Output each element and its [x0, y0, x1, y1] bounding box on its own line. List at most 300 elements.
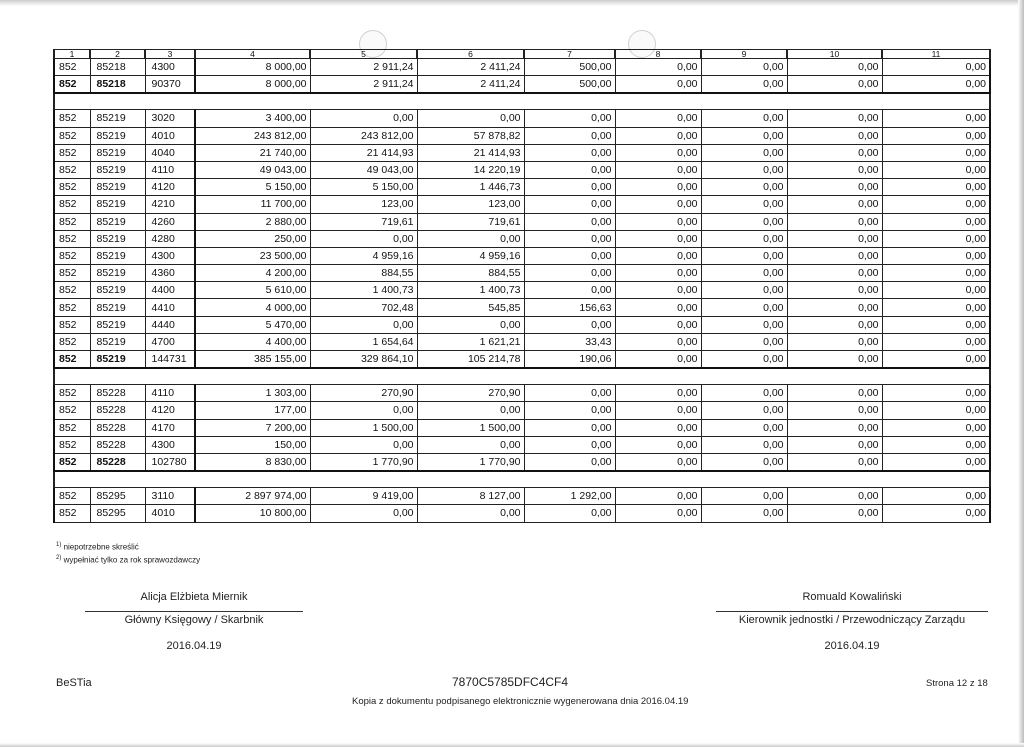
- cell-paragraf: 144731: [145, 351, 195, 369]
- cell-rozdzial: 85219: [90, 299, 145, 316]
- cell-value-col-11: 0,00: [882, 230, 990, 247]
- cell-value-col-9: 0,00: [701, 488, 787, 505]
- cell-value-col-6: 4 959,16: [417, 247, 524, 264]
- cell-value-col-6: 2 411,24: [417, 59, 524, 76]
- table-row: [54, 316, 990, 333]
- document-code: 7870C5785DFC4CF4: [452, 675, 569, 689]
- cell-value-col-4: 49 043,00: [195, 161, 310, 178]
- cell-value-col-8: 0,00: [615, 179, 701, 196]
- cell-rozdzial: 85219: [90, 110, 145, 127]
- cell-value-col-5: 884,55: [310, 265, 417, 282]
- cell-paragraf: 102780: [145, 453, 195, 471]
- cell-value-col-6: 719,61: [417, 213, 524, 230]
- cell-value-col-5: 49 043,00: [310, 161, 417, 178]
- cell-value-col-5: 1 400,73: [310, 282, 417, 299]
- gap-cell: [882, 368, 990, 385]
- cell-value-col-8: 0,00: [615, 419, 701, 436]
- column-number: 6: [417, 50, 524, 59]
- cell-paragraf: 4300: [145, 59, 195, 76]
- table-row: [54, 385, 990, 402]
- cell-rozdzial: 85219: [90, 196, 145, 213]
- gap-cell: [701, 93, 787, 110]
- cell-value-col-9: 0,00: [701, 144, 787, 161]
- cell-dzial: 852: [54, 76, 90, 94]
- cell-paragraf: 4110: [145, 161, 195, 178]
- signature-date-right: 2016.04.19: [824, 640, 880, 652]
- gap-cell: [524, 471, 615, 488]
- cell-value-col-8: 0,00: [615, 282, 701, 299]
- cell-paragraf: 4300: [145, 436, 195, 453]
- table-row: [54, 59, 990, 76]
- cell-value-col-4: 150,00: [195, 436, 310, 453]
- column-number: 4: [195, 50, 310, 59]
- cell-paragraf: 4300: [145, 247, 195, 264]
- table-row: [54, 436, 990, 453]
- cell-value-col-6: 1 500,00: [417, 419, 524, 436]
- cell-value-col-5: 1 654,64: [310, 333, 417, 350]
- cell-value-col-4: 4 000,00: [195, 299, 310, 316]
- cell-value-col-7: 0,00: [524, 265, 615, 282]
- cell-value-col-5: 0,00: [310, 402, 417, 419]
- table-row: [54, 488, 990, 505]
- cell-value-col-6: 1 400,73: [417, 282, 524, 299]
- cell-value-col-4: 177,00: [195, 402, 310, 419]
- cell-value-col-7: 0,00: [524, 402, 615, 419]
- cell-value-col-6: 0,00: [417, 230, 524, 247]
- cell-value-col-10: 0,00: [787, 453, 882, 471]
- gap-cell: [54, 471, 90, 488]
- gap-cell: [90, 93, 145, 110]
- cell-value-col-6: 545,85: [417, 299, 524, 316]
- cell-value-col-7: 500,00: [524, 76, 615, 94]
- subtotal-row: [54, 453, 990, 471]
- cell-value-col-8: 0,00: [615, 247, 701, 264]
- cell-value-col-11: 0,00: [882, 402, 990, 419]
- cell-rozdzial: 85228: [90, 453, 145, 471]
- cell-dzial: 852: [54, 230, 90, 247]
- table-row: [54, 505, 990, 522]
- table-row: [54, 144, 990, 161]
- cell-value-col-4: 11 700,00: [195, 196, 310, 213]
- cell-value-col-10: 0,00: [787, 110, 882, 127]
- cell-value-col-8: 0,00: [615, 196, 701, 213]
- cell-value-col-6: 0,00: [417, 505, 524, 522]
- cell-value-col-6: 1 621,21: [417, 333, 524, 350]
- cell-value-col-10: 0,00: [787, 488, 882, 505]
- cell-value-col-9: 0,00: [701, 76, 787, 94]
- cell-value-col-11: 0,00: [882, 282, 990, 299]
- cell-value-col-6: 57 878,82: [417, 127, 524, 144]
- cell-paragraf: 4280: [145, 230, 195, 247]
- gap-cell: [195, 471, 310, 488]
- cell-value-col-5: 21 414,93: [310, 144, 417, 161]
- signature-right: [716, 591, 988, 652]
- cell-value-col-5: 0,00: [310, 436, 417, 453]
- cell-dzial: 852: [54, 385, 90, 402]
- cell-value-col-6: 0,00: [417, 436, 524, 453]
- cell-value-col-8: 0,00: [615, 213, 701, 230]
- cell-rozdzial: 85295: [90, 488, 145, 505]
- subtotal-row: [54, 76, 990, 94]
- cell-value-col-4: 21 740,00: [195, 144, 310, 161]
- cell-rozdzial: 85219: [90, 333, 145, 350]
- cell-dzial: 852: [54, 196, 90, 213]
- cell-value-col-11: 0,00: [882, 76, 990, 94]
- cell-value-col-7: 0,00: [524, 436, 615, 453]
- cell-value-col-9: 0,00: [701, 161, 787, 178]
- cell-dzial: 852: [54, 316, 90, 333]
- gap-cell: [54, 93, 90, 110]
- cell-dzial: 852: [54, 213, 90, 230]
- cell-value-col-6: 21 414,93: [417, 144, 524, 161]
- column-number: 5: [310, 50, 417, 59]
- cell-dzial: 852: [54, 127, 90, 144]
- scan-edge-top: [0, 0, 1024, 6]
- gap-cell: [195, 368, 310, 385]
- cell-value-col-7: 1 292,00: [524, 488, 615, 505]
- cell-value-col-6: 270,90: [417, 385, 524, 402]
- signer-name-left: Alicja Elżbieta Miernik: [140, 591, 248, 603]
- cell-value-col-6: 1 446,73: [417, 179, 524, 196]
- cell-value-col-8: 0,00: [615, 59, 701, 76]
- table-row: [54, 247, 990, 264]
- cell-value-col-5: 123,00: [310, 196, 417, 213]
- cell-value-col-11: 0,00: [882, 144, 990, 161]
- gap-cell: [310, 471, 417, 488]
- section-gap: [54, 471, 990, 488]
- cell-value-col-11: 0,00: [882, 316, 990, 333]
- cell-value-col-5: 4 959,16: [310, 247, 417, 264]
- cell-paragraf: 4040: [145, 144, 195, 161]
- cell-value-col-9: 0,00: [701, 333, 787, 350]
- cell-value-col-4: 7 200,00: [195, 419, 310, 436]
- gap-cell: [54, 368, 90, 385]
- cell-value-col-10: 0,00: [787, 144, 882, 161]
- cell-paragraf: 4360: [145, 265, 195, 282]
- cell-rozdzial: 85219: [90, 161, 145, 178]
- table-row: [54, 196, 990, 213]
- signature-date-left: 2016.04.19: [166, 640, 222, 652]
- cell-dzial: 852: [54, 402, 90, 419]
- cell-paragraf: 90370: [145, 76, 195, 94]
- cell-paragraf: 4210: [145, 196, 195, 213]
- signer-role-left: Główny Księgowy / Skarbnik: [124, 614, 264, 626]
- cell-value-col-11: 0,00: [882, 488, 990, 505]
- gap-cell: [882, 471, 990, 488]
- column-number: 11: [882, 50, 990, 59]
- cell-dzial: 852: [54, 351, 90, 369]
- cell-value-col-5: 243 812,00: [310, 127, 417, 144]
- cell-dzial: 852: [54, 59, 90, 76]
- column-number: 2: [90, 50, 145, 59]
- cell-value-col-4: 250,00: [195, 230, 310, 247]
- cell-value-col-6: 14 220,19: [417, 161, 524, 178]
- signature-line-left: [85, 611, 303, 612]
- cell-value-col-5: 0,00: [310, 316, 417, 333]
- gap-cell: [195, 93, 310, 110]
- table-row: [54, 110, 990, 127]
- cell-value-col-4: 385 155,00: [195, 351, 310, 369]
- cell-value-col-9: 0,00: [701, 402, 787, 419]
- cell-value-col-7: 0,00: [524, 419, 615, 436]
- cell-value-col-4: 10 800,00: [195, 505, 310, 522]
- cell-value-col-7: 0,00: [524, 230, 615, 247]
- cell-value-col-4: 5 610,00: [195, 282, 310, 299]
- cell-dzial: 852: [54, 247, 90, 264]
- cell-value-col-5: 2 911,24: [310, 76, 417, 94]
- cell-value-col-5: 0,00: [310, 230, 417, 247]
- table-row: [54, 402, 990, 419]
- cell-value-col-6: 0,00: [417, 402, 524, 419]
- cell-value-col-6: 2 411,24: [417, 76, 524, 94]
- cell-value-col-4: 8 000,00: [195, 59, 310, 76]
- table-row: [54, 179, 990, 196]
- cell-value-col-4: 4 200,00: [195, 265, 310, 282]
- cell-value-col-9: 0,00: [701, 419, 787, 436]
- gap-cell: [787, 368, 882, 385]
- cell-value-col-11: 0,00: [882, 265, 990, 282]
- cell-value-col-10: 0,00: [787, 161, 882, 178]
- cell-value-col-4: 5 150,00: [195, 179, 310, 196]
- system-name: BeSTia: [56, 677, 92, 689]
- cell-value-col-11: 0,00: [882, 419, 990, 436]
- signer-role-right: Kierownik jednostki / Przewodniczący Zarządu: [738, 614, 966, 626]
- cell-value-col-7: 0,00: [524, 179, 615, 196]
- cell-value-col-9: 0,00: [701, 265, 787, 282]
- cell-value-col-8: 0,00: [615, 299, 701, 316]
- gap-cell: [145, 368, 195, 385]
- cell-rozdzial: 85218: [90, 76, 145, 94]
- cell-value-col-7: 500,00: [524, 59, 615, 76]
- cell-value-col-9: 0,00: [701, 351, 787, 369]
- cell-value-col-9: 0,00: [701, 316, 787, 333]
- cell-rozdzial: 85228: [90, 385, 145, 402]
- page-number: Strona 12 z 18: [926, 678, 988, 689]
- budget-report-table: [53, 49, 991, 523]
- cell-value-col-10: 0,00: [787, 316, 882, 333]
- gap-cell: [145, 471, 195, 488]
- cell-value-col-8: 0,00: [615, 436, 701, 453]
- gap-cell: [417, 368, 524, 385]
- cell-value-col-8: 0,00: [615, 316, 701, 333]
- cell-value-col-9: 0,00: [701, 282, 787, 299]
- cell-dzial: 852: [54, 282, 90, 299]
- cell-rozdzial: 85219: [90, 213, 145, 230]
- cell-value-col-11: 0,00: [882, 351, 990, 369]
- table-row: [54, 213, 990, 230]
- cell-value-col-8: 0,00: [615, 385, 701, 402]
- cell-paragraf: 4010: [145, 505, 195, 522]
- cell-value-col-9: 0,00: [701, 179, 787, 196]
- cell-dzial: 852: [54, 505, 90, 522]
- cell-value-col-5: 2 911,24: [310, 59, 417, 76]
- cell-value-col-5: 5 150,00: [310, 179, 417, 196]
- cell-value-col-11: 0,00: [882, 299, 990, 316]
- cell-value-col-6: 105 214,78: [417, 351, 524, 369]
- cell-value-col-4: 1 303,00: [195, 385, 310, 402]
- signer-name-right: Romuald Kowaliński: [802, 591, 902, 603]
- cell-paragraf: 3020: [145, 110, 195, 127]
- cell-value-col-5: 719,61: [310, 213, 417, 230]
- gap-cell: [524, 93, 615, 110]
- cell-value-col-7: 33,43: [524, 333, 615, 350]
- cell-value-col-4: 8 830,00: [195, 453, 310, 471]
- cell-value-col-10: 0,00: [787, 230, 882, 247]
- table-body: [54, 50, 990, 523]
- cell-paragraf: 4400: [145, 282, 195, 299]
- cell-value-col-11: 0,00: [882, 161, 990, 178]
- cell-value-col-10: 0,00: [787, 333, 882, 350]
- cell-value-col-7: 0,00: [524, 161, 615, 178]
- cell-value-col-8: 0,00: [615, 505, 701, 522]
- cell-value-col-8: 0,00: [615, 265, 701, 282]
- cell-value-col-9: 0,00: [701, 230, 787, 247]
- cell-value-col-7: 0,00: [524, 196, 615, 213]
- cell-value-col-8: 0,00: [615, 161, 701, 178]
- cell-value-col-5: 0,00: [310, 110, 417, 127]
- cell-rozdzial: 85219: [90, 265, 145, 282]
- cell-value-col-9: 0,00: [701, 127, 787, 144]
- cell-value-col-9: 0,00: [701, 299, 787, 316]
- gap-cell: [615, 471, 701, 488]
- cell-value-col-4: 2 880,00: [195, 213, 310, 230]
- footnote-2: $^{2)}$ wypełniać tylko za rok sprawozdawczy: [56, 554, 201, 565]
- gap-cell: [615, 368, 701, 385]
- cell-value-col-5: 1 500,00: [310, 419, 417, 436]
- signature-line-right: [716, 611, 988, 612]
- gap-cell: [417, 471, 524, 488]
- gap-cell: [787, 471, 882, 488]
- cell-rozdzial: 85295: [90, 505, 145, 522]
- cell-value-col-8: 0,00: [615, 127, 701, 144]
- cell-value-col-5: 329 864,10: [310, 351, 417, 369]
- table-row: [54, 419, 990, 436]
- scan-edge-bottom: [0, 743, 1024, 747]
- cell-value-col-10: 0,00: [787, 419, 882, 436]
- cell-value-col-11: 0,00: [882, 453, 990, 471]
- gap-cell: [615, 93, 701, 110]
- cell-value-col-11: 0,00: [882, 436, 990, 453]
- gap-cell: [701, 368, 787, 385]
- cell-value-col-5: 702,48: [310, 299, 417, 316]
- cell-paragraf: 4700: [145, 333, 195, 350]
- cell-value-col-9: 0,00: [701, 247, 787, 264]
- cell-value-col-8: 0,00: [615, 110, 701, 127]
- gap-cell: [882, 93, 990, 110]
- cell-value-col-10: 0,00: [787, 247, 882, 264]
- cell-value-col-9: 0,00: [701, 436, 787, 453]
- cell-rozdzial: 85219: [90, 247, 145, 264]
- table-row: [54, 127, 990, 144]
- table-row: [54, 230, 990, 247]
- cell-value-col-8: 0,00: [615, 402, 701, 419]
- cell-paragraf: 4170: [145, 419, 195, 436]
- column-number-row: [54, 50, 990, 59]
- cell-rozdzial: 85219: [90, 179, 145, 196]
- cell-value-col-4: 5 470,00: [195, 316, 310, 333]
- cell-dzial: 852: [54, 419, 90, 436]
- cell-value-col-10: 0,00: [787, 59, 882, 76]
- cell-paragraf: 4120: [145, 179, 195, 196]
- column-number: 1: [54, 50, 90, 59]
- table-row: [54, 333, 990, 350]
- cell-value-col-10: 0,00: [787, 196, 882, 213]
- column-number: 3: [145, 50, 195, 59]
- cell-rozdzial: 85228: [90, 419, 145, 436]
- cell-value-col-11: 0,00: [882, 127, 990, 144]
- table-row: [54, 265, 990, 282]
- cell-rozdzial: 85219: [90, 282, 145, 299]
- cell-value-col-10: 0,00: [787, 436, 882, 453]
- gap-cell: [310, 368, 417, 385]
- electronic-copy-note: Kopia z dokumentu podpisanego elektronicznie wygenerowana dnia 2016.04.19: [352, 696, 689, 707]
- cell-value-col-7: 0,00: [524, 316, 615, 333]
- cell-value-col-6: 884,55: [417, 265, 524, 282]
- cell-value-col-5: 1 770,90: [310, 453, 417, 471]
- cell-dzial: 852: [54, 453, 90, 471]
- cell-value-col-4: 23 500,00: [195, 247, 310, 264]
- cell-rozdzial: 85228: [90, 436, 145, 453]
- cell-value-col-11: 0,00: [882, 333, 990, 350]
- gap-cell: [90, 368, 145, 385]
- cell-value-col-8: 0,00: [615, 230, 701, 247]
- column-number: 7: [524, 50, 615, 59]
- cell-value-col-7: 0,00: [524, 213, 615, 230]
- cell-rozdzial: 85219: [90, 127, 145, 144]
- cell-value-col-7: 0,00: [524, 453, 615, 471]
- cell-value-col-6: 8 127,00: [417, 488, 524, 505]
- signature-left: [85, 591, 303, 652]
- cell-value-col-6: 0,00: [417, 110, 524, 127]
- column-number: 10: [787, 50, 882, 59]
- cell-dzial: 852: [54, 179, 90, 196]
- cell-rozdzial: 85219: [90, 230, 145, 247]
- cell-value-col-5: 270,90: [310, 385, 417, 402]
- cell-value-col-11: 0,00: [882, 110, 990, 127]
- cell-rozdzial: 85218: [90, 59, 145, 76]
- cell-value-col-10: 0,00: [787, 505, 882, 522]
- gap-cell: [524, 368, 615, 385]
- cell-rozdzial: 85219: [90, 144, 145, 161]
- cell-value-col-11: 0,00: [882, 179, 990, 196]
- cell-value-col-5: 0,00: [310, 505, 417, 522]
- cell-value-col-7: 0,00: [524, 110, 615, 127]
- cell-dzial: 852: [54, 333, 90, 350]
- footnote-1: $^{1)}$ niepotrzebne skreślić: [56, 542, 139, 552]
- table-row: [54, 161, 990, 178]
- cell-dzial: 852: [54, 488, 90, 505]
- cell-value-col-11: 0,00: [882, 505, 990, 522]
- cell-value-col-4: 2 897 974,00: [195, 488, 310, 505]
- cell-value-col-6: 123,00: [417, 196, 524, 213]
- cell-value-col-10: 0,00: [787, 265, 882, 282]
- cell-value-col-11: 0,00: [882, 213, 990, 230]
- cell-rozdzial: 85219: [90, 351, 145, 369]
- section-gap: [54, 93, 990, 110]
- cell-rozdzial: 85228: [90, 402, 145, 419]
- subtotal-row: [54, 351, 990, 369]
- cell-value-col-10: 0,00: [787, 402, 882, 419]
- cell-value-col-7: 0,00: [524, 505, 615, 522]
- cell-dzial: 852: [54, 144, 90, 161]
- scan-edge-right: [1018, 0, 1024, 747]
- cell-value-col-11: 0,00: [882, 247, 990, 264]
- cell-paragraf: 4110: [145, 385, 195, 402]
- cell-value-col-8: 0,00: [615, 488, 701, 505]
- table-row: [54, 282, 990, 299]
- column-number: 8: [615, 50, 701, 59]
- gap-cell: [787, 93, 882, 110]
